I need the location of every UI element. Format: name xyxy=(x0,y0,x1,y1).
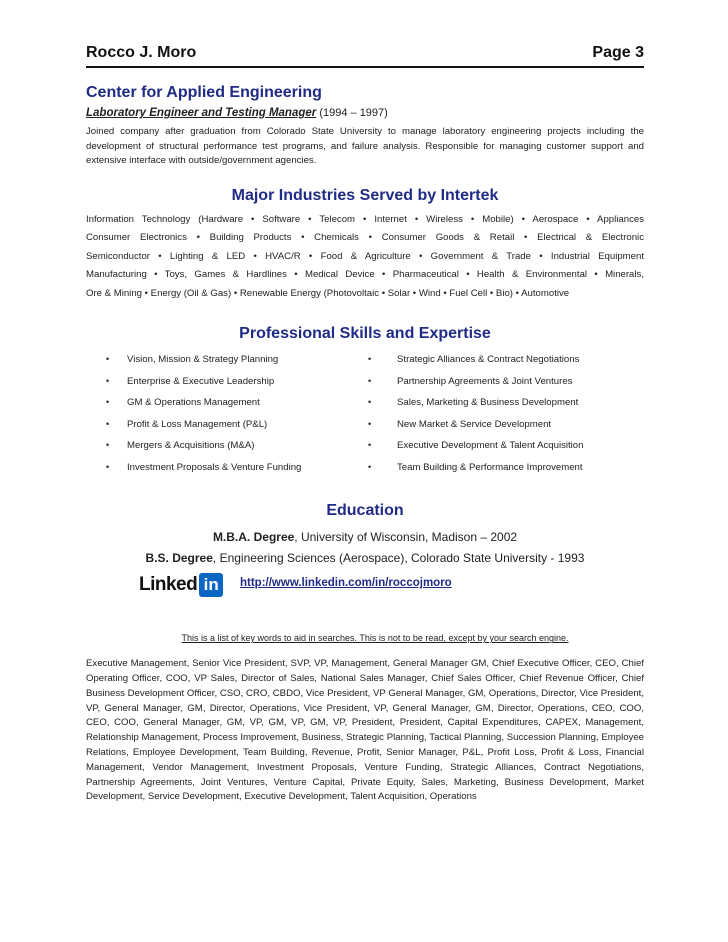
page-number: Page 3 xyxy=(592,44,644,61)
role-dates: (1994 – 1997) xyxy=(319,107,388,119)
bullet-icon: • xyxy=(106,375,110,386)
skills-title: Professional Skills and Expertise xyxy=(239,325,491,343)
skill-label: Strategic Alliances & Contract Negotiations xyxy=(397,354,580,366)
skill-item xyxy=(86,457,354,479)
bs-degree-detail: , Engineering Sciences (Aerospace), Colorado State University - 1993 xyxy=(212,551,585,566)
industries-list xyxy=(86,211,644,304)
linkedin-profile-link[interactable]: http://www.linkedin.com/in/roccojmoro xyxy=(240,577,452,590)
skill-item xyxy=(86,435,354,457)
resume-page xyxy=(86,44,644,805)
skill-label: Vision, Mission & Strategy Planning xyxy=(127,354,279,366)
industry-line: Semiconductor • Lighting & LED • HVAC/R • Food & Agriculture • Government & Trade • Industrial Equipment xyxy=(86,250,644,262)
industry-line: Ore & Mining • Energy (Oil & Gas) • Renewable Energy (Photovoltaic • Solar • Wind • Fuel Cell • Bio) • Automotive xyxy=(86,287,570,299)
skill-item xyxy=(86,371,354,393)
mba-degree-name: M.B.A. Degree xyxy=(212,530,295,545)
linkedin-logo[interactable] xyxy=(139,573,223,597)
skill-label: Sales, Marketing & Business Development xyxy=(397,397,579,409)
bullet-icon: • xyxy=(368,461,372,472)
bs-degree xyxy=(86,551,644,565)
skill-item xyxy=(86,349,354,371)
mba-degree xyxy=(86,530,644,544)
skill-item xyxy=(354,435,644,457)
company-name: Center for Applied Engineering xyxy=(86,84,322,101)
skill-label: Mergers & Acquisitions (M&A) xyxy=(127,440,255,452)
skill-item xyxy=(354,392,644,414)
role-title: Laboratory Engineer and Testing Manager xyxy=(86,107,317,119)
skill-label: Enterprise & Executive Leadership xyxy=(127,375,275,387)
bullet-icon: • xyxy=(106,461,110,472)
skill-label: Profit & Loss Management (P&L) xyxy=(127,418,268,430)
skill-label: Team Building & Performance Improvement xyxy=(397,461,583,473)
skill-item xyxy=(86,392,354,414)
industry-line: Information Technology (Hardware • Software • Telecom • Internet • Wireless • Mobile) • Aerospace • Appliances xyxy=(86,213,644,225)
bullet-icon: • xyxy=(368,375,372,386)
bullet-icon: • xyxy=(368,418,372,429)
linkedin-in-icon: in xyxy=(199,573,223,597)
keywords-note: This is a list of key words to aid in searches. This is not to be read, except by your search engine. xyxy=(181,633,569,644)
linkedin-logo-text: Linked xyxy=(139,574,198,596)
skill-label: New Market & Service Development xyxy=(397,418,552,430)
skill-item xyxy=(354,457,644,479)
skill-label: Executive Development & Talent Acquisition xyxy=(397,440,584,452)
skill-label: Partnership Agreements & Joint Ventures xyxy=(397,375,573,387)
skill-item xyxy=(354,371,644,393)
skill-label: GM & Operations Management xyxy=(127,397,260,409)
mba-degree-detail: , University of Wisconsin, Madison – 2002 xyxy=(294,530,518,545)
bullet-icon: • xyxy=(368,397,372,408)
skill-label: Investment Proposals & Venture Funding xyxy=(127,461,302,473)
industry-line: Consumer Electronics • Building Products • Chemicals • Consumer Goods & Retail • Electrical & Electronic xyxy=(86,232,644,244)
skill-item xyxy=(86,414,354,436)
bullet-icon: • xyxy=(106,397,110,408)
industry-line: Manufacturing • Toys, Games & Hardlines • Medical Device • Pharmaceutical • Health & Environmental • Minerals, xyxy=(86,269,644,281)
bullet-icon: • xyxy=(106,418,110,429)
bullet-icon: • xyxy=(368,354,372,365)
keywords-text: Executive Management, Senior Vice President, SVP, VP, Management, General Manager GM, Chief Executive Officer, CEO, Chief Operating Officer, COO, VP Sales, Director of Sales, National Sales Manager, Chief Sales Officer, Chief Revenue Officer, Chief Business Development Officer, CSO, CRO, CBDO, Vice President, VP General Manager, GM, Operations, Director, Vice President, VP, General Manager, GM, Director, Operations, Vice President, VP, General Manager, GM, Director, Operations, CEO, COO, CEO, COO, General Manager, GM, VP, GM, VP, GM, VP, President, President, Capital Expenditures, CAPEX, Management, Relationship Management, Process Improvement, Business, Strategic Planning, Tactical Planning, Succession Planning, Employee Relations, Employee Development, Team Building, Revenue, Profit, Senior Manager, P&L, Profit Loss, Profit & Loss, Financial Management, Vendor Management, Investment Proposals, Venture Funding, Strategic Alliances, Contract Negotiations, Partnership Agreements, Joint Ventures, Venture Capital, Private Equity, Sales, Marketing, Business Development, Market Development, Service Development, Executive Development, Talent Acquisition, Operations xyxy=(86,658,644,803)
bullet-icon: • xyxy=(106,354,110,365)
skill-item xyxy=(354,414,644,436)
skill-item xyxy=(354,349,644,371)
bullet-icon: • xyxy=(106,440,110,451)
education-title: Education xyxy=(326,502,404,520)
role-line xyxy=(86,107,644,119)
industries-title: Major Industries Served by Intertek xyxy=(231,186,499,204)
page-header xyxy=(86,44,644,68)
candidate-name: Rocco J. Moro xyxy=(86,44,197,61)
role-description: Joined company after graduation from Colorado State University to manage laboratory engineering projects including the development of structural performance test programs, and failure analysis. Responsible for managing customer support and extensive interface with outside/government agencies. xyxy=(86,126,644,167)
skills-list xyxy=(86,349,644,478)
bullet-icon: • xyxy=(368,440,372,451)
bs-degree-name: B.S. Degree xyxy=(145,551,213,566)
linkedin-row xyxy=(86,573,644,603)
